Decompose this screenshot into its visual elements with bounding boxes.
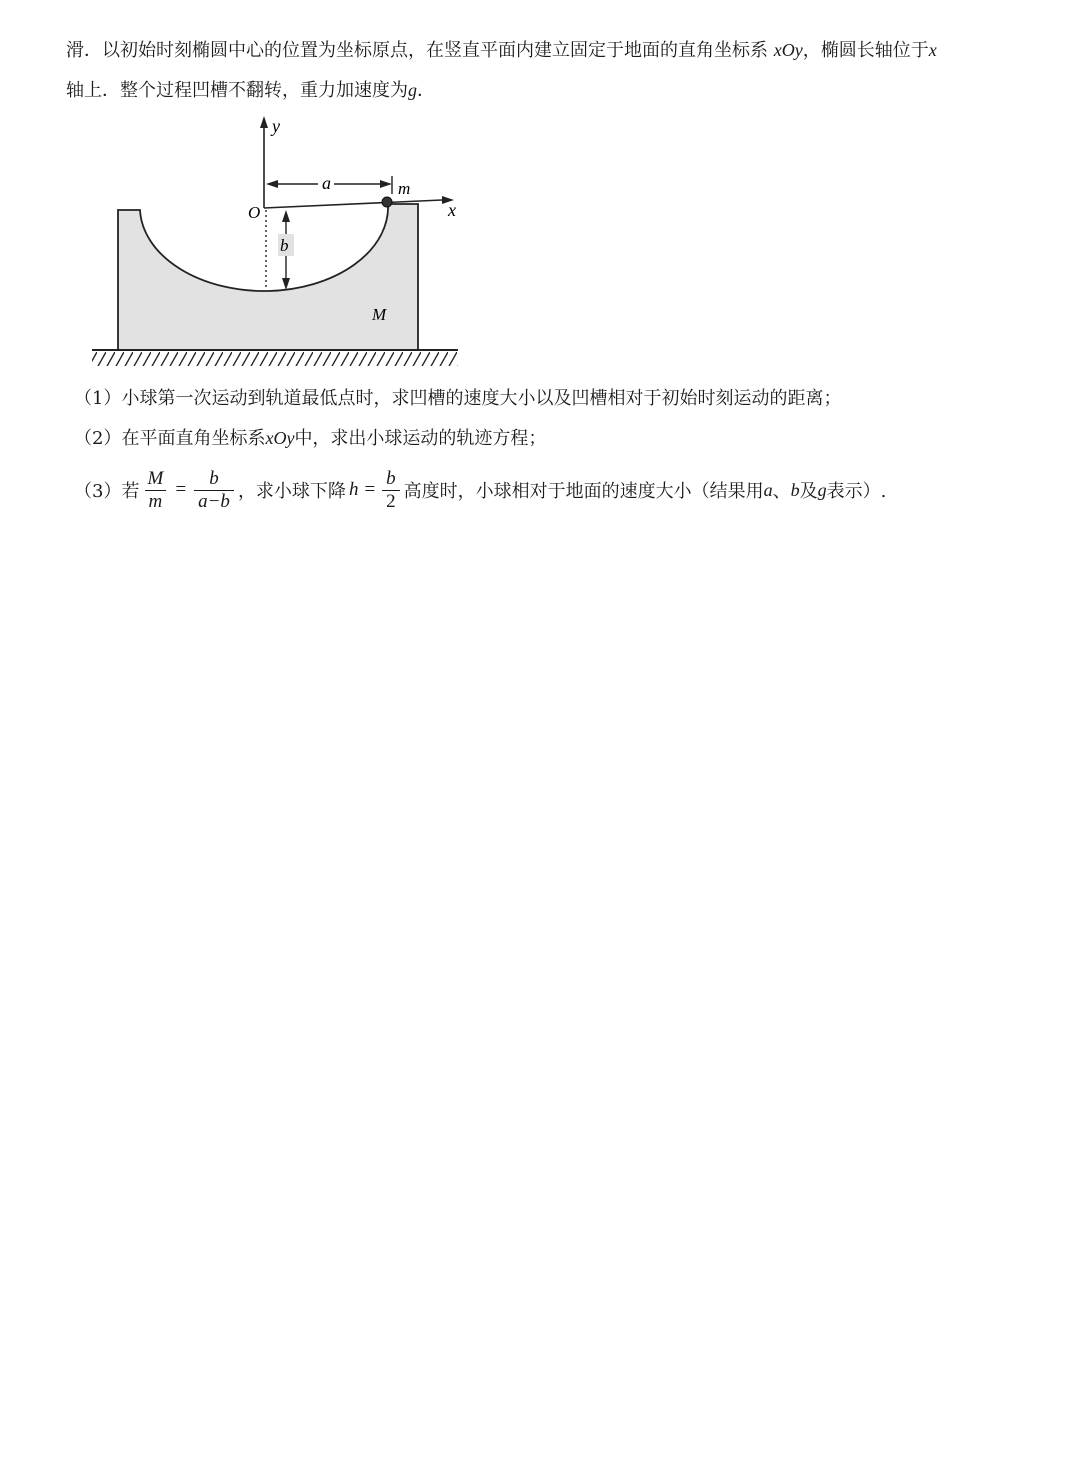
intro-text: 轴上．整个过程凹槽不翻转，重力加速度为 (66, 80, 408, 101)
intro-line-2 (66, 76, 435, 102)
origin-label: O (248, 203, 261, 222)
q2-text: 中，求出小球运动的轨迹方程； (294, 428, 547, 449)
b-bottom-arrow-icon (282, 278, 290, 290)
a-right-arrow-icon (380, 180, 392, 188)
equals-sign: = (174, 479, 188, 500)
question-1: （1）小球第一次运动到轨道最低点时，求凹槽的速度大小以及凹槽相对于初始时刻运动的距离； (74, 388, 842, 409)
mass-ratio-fraction (143, 468, 167, 513)
equals-sign: = (364, 479, 376, 500)
intro-text: ． (417, 80, 435, 101)
question-3 (74, 462, 886, 518)
frac-numerator: b (386, 467, 396, 489)
h-fraction (382, 468, 400, 513)
ball-label: m (398, 179, 411, 198)
frac-denominator: 2 (382, 490, 400, 513)
ball-m (382, 197, 392, 207)
frac-numerator: M (147, 467, 164, 489)
groove-diagram (88, 112, 468, 372)
x-axis-label: x (448, 200, 456, 220)
question-2 (74, 424, 546, 450)
frac-denominator: m (145, 490, 167, 513)
b-ratio-fraction (194, 468, 234, 513)
b-top-arrow-icon (282, 210, 290, 222)
q3-text: （3）若 (74, 481, 140, 502)
intro-line-1 (66, 36, 937, 62)
intro-text: ，椭圆长轴位于 (802, 40, 929, 61)
q3-text: 高度时，小球相对于地面的速度大小（结果用 (403, 481, 764, 502)
q3-text: ，求小球下降 (237, 481, 346, 502)
a-var: a (763, 479, 773, 500)
coord-var: xOy (773, 40, 803, 60)
ground-hatch (92, 352, 458, 366)
coord-var: xOy (265, 428, 295, 448)
y-axis-label: y (272, 116, 280, 136)
q3-text: 表示）. (826, 481, 887, 502)
b-label: b (280, 236, 289, 255)
q3-sep: 、 (772, 481, 791, 502)
h-var: h (348, 479, 359, 500)
y-arrow-icon (260, 116, 268, 128)
g-var: g (408, 80, 417, 100)
groove-block (118, 204, 418, 350)
q3-and: 及 (799, 481, 818, 502)
intro-text: 滑．以初始时刻椭圆中心的位置为坐标原点，在竖直平面内建立固定于地面的直角坐标系 (66, 40, 774, 61)
b-var: b (790, 479, 800, 500)
block-label: M (372, 305, 387, 324)
g-var: g (817, 479, 827, 500)
a-left-arrow-icon (266, 180, 278, 188)
x-var: x (928, 40, 937, 60)
frac-numerator: b (209, 467, 219, 489)
frac-denominator: a−b (194, 490, 234, 513)
a-label: a (322, 173, 331, 193)
q2-text: （2）在平面直角坐标系 (74, 428, 266, 449)
